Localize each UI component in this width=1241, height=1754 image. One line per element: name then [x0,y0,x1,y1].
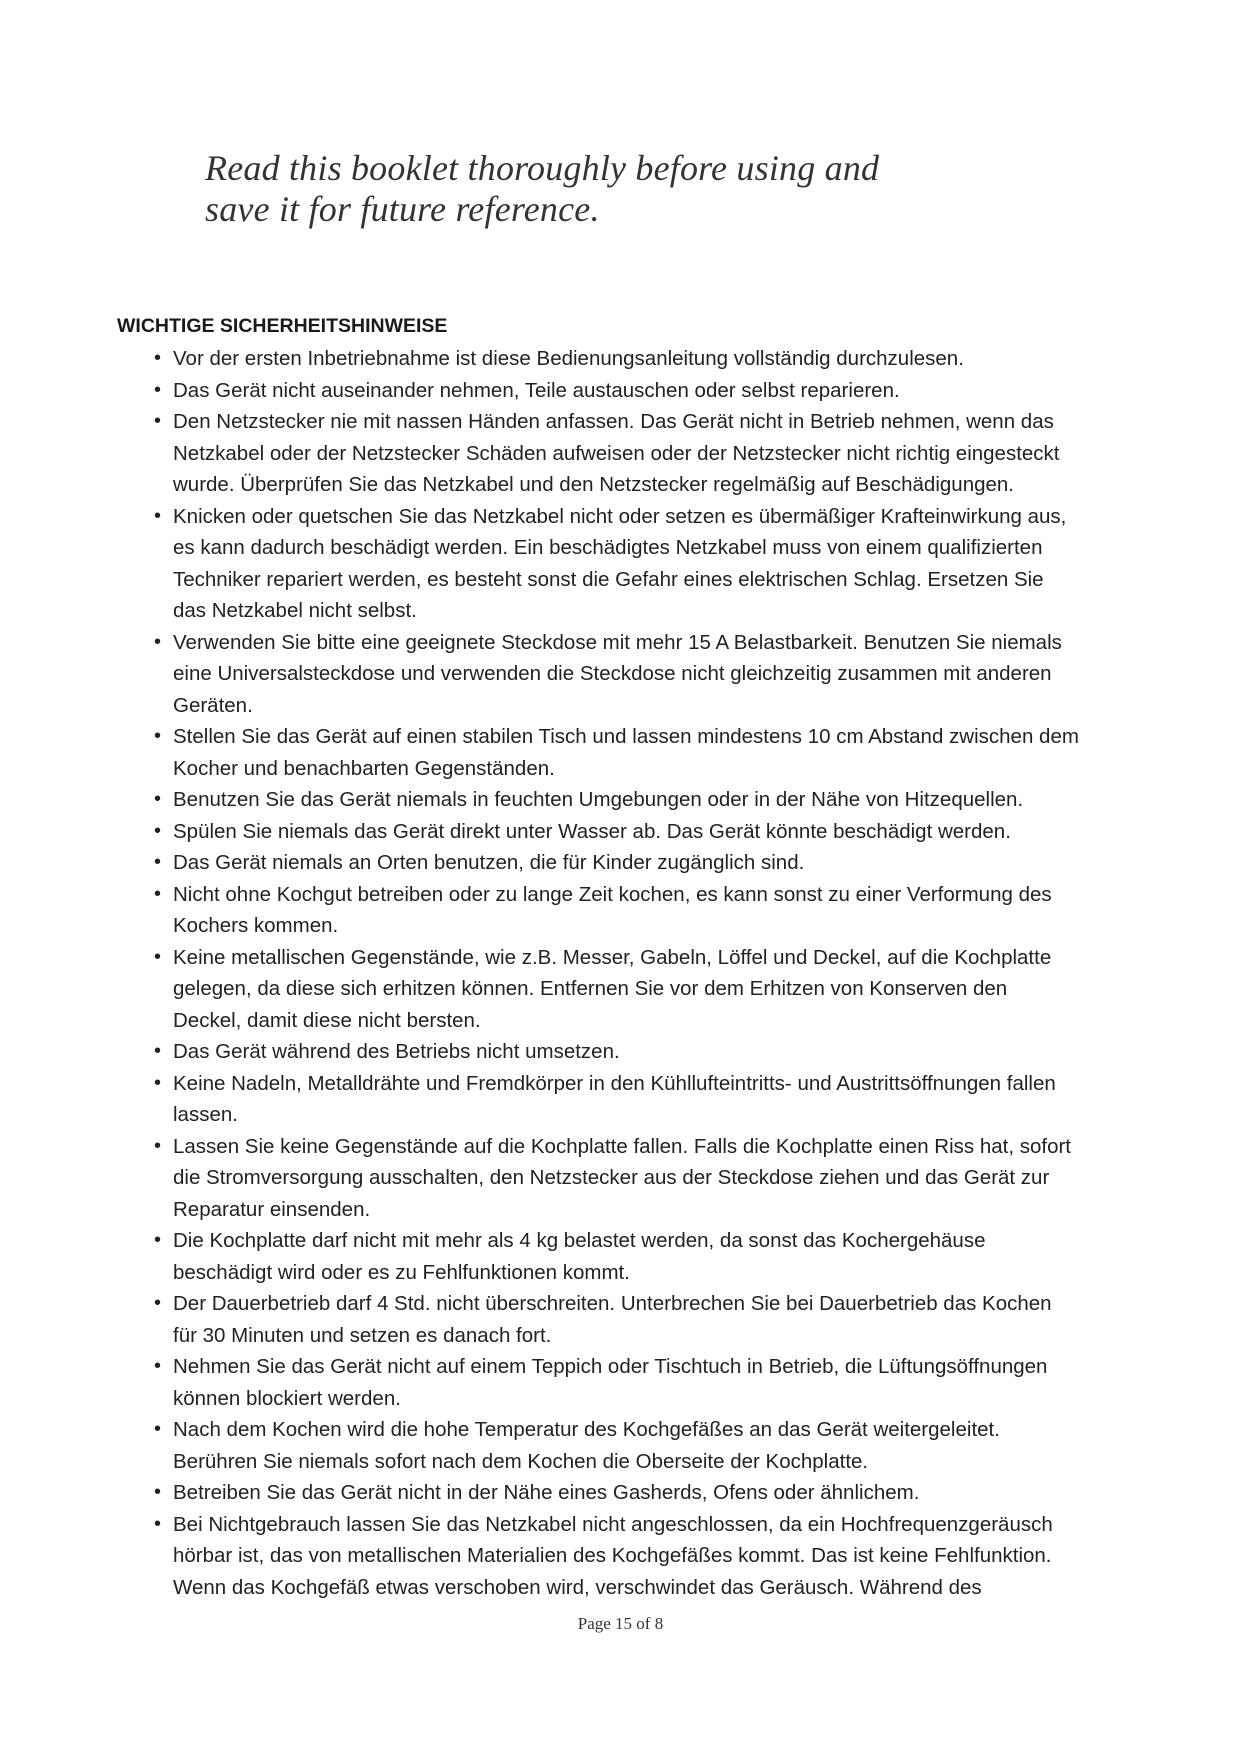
list-item [0,847,1138,879]
list-item-line: lassen. [173,1103,238,1126]
list-item-line: Keine metallischen Gegenstände, wie z.B. Messer, Gabeln, Löffel und Deckel, auf die Kochplatte [173,945,1052,969]
list-item [0,501,1138,627]
list-item-line: gelegen, da diese sich erhitzen können. Entfernen Sie vor dem Erhitzen von Konserven den [173,977,1008,1000]
list-item [0,1509,1138,1604]
list-item-line: für 30 Minuten und setzen es danach fort. [173,1323,552,1347]
list-item-line: Stellen Sie das Gerät auf einen stabilen Tisch und lassen mindestens 10 cm Abstand zwischen dem [173,725,1079,748]
list-item-line: Deckel, damit diese nicht bersten. [173,1008,481,1032]
list-item-line: Bei Nichtgebrauch lassen Sie das Netzkabel nicht angeschlossen, da ein Hochfrequenzgeräusch [173,1512,1053,1536]
bullet-icon: • [154,378,162,401]
bullet-icon: • [154,1134,162,1157]
list-item-line: Benutzen Sie das Gerät niemals in feuchten Umgebungen oder in der Nähe von Hitzequellen. [173,788,1024,811]
list-item [0,1131,1138,1226]
list-item-line: Verwenden Sie bitte eine geeignete Steckdose mit mehr 15 A Belastbarkeit. Benutzen Sie niemals [173,630,1062,654]
list-item-line: Betreiben Sie das Gerät nicht in der Nähe eines Gasherds, Ofens oder ähnlichem. [173,1481,920,1504]
bullet-icon: • [154,1040,162,1062]
safety-instructions-list [0,343,1241,1603]
list-item-line: Geräten. [173,693,253,717]
bullet-icon: • [154,1229,162,1251]
bullet-icon: • [154,1481,162,1503]
list-item-line: Wenn das Kochgefäß etwas verschoben wird, verschwindet das Geräusch. Während des [173,1575,982,1599]
list-item-line: Die Kochplatte darf nicht mit mehr als 4 kg belastet werden, da sonst das Kochergehäuse [173,1229,986,1252]
intro-note [205,148,1005,230]
list-item-line: eine Universalsteckdose und verwenden die Steckdose nicht gleichzeitig zusammen mit anderen [173,662,1052,685]
list-item-line: Den Netzstecker nie mit nassen Händen anfassen. Das Gerät nicht in Betrieb nehmen, wenn das [173,410,1054,433]
bullet-icon: • [154,504,162,527]
list-item [0,816,1138,848]
list-item-line: es kann dadurch beschädigt werden. Ein beschädigtes Netzkabel muss von einem qualifizierten [173,536,1043,559]
list-item [0,879,1138,942]
list-item-line: Vor der ersten Inbetriebnahme ist diese Bedienungsanleitung vollständig durchzulesen. [173,347,964,370]
list-item-line: Das Gerät nicht auseinander nehmen, Teile austauschen oder selbst reparieren. [173,378,900,402]
list-item-line: hörbar ist, das von metallischen Materialien des Kochgefäßes kommt. Das ist keine Fehlfunktion. [173,1544,1052,1567]
list-item-line: Netzkabel oder der Netzstecker Schäden aufweisen oder der Netzstecker nicht richtig eingesteckt [173,441,1060,465]
list-item [0,1477,1138,1509]
page-number: Page 15 of 8 [577,1614,664,1633]
bullet-icon: • [154,1418,162,1440]
bullet-icon: • [154,945,162,968]
list-item-line: die Stromversorgung ausschalten, den Netzstecker aus der Steckdose ziehen und das Gerät zur [173,1166,1050,1189]
list-item [0,375,1138,407]
bullet-icon: • [154,1071,162,1094]
bullet-icon: • [154,1512,162,1535]
list-item [0,721,1138,784]
list-item-line: Der Dauerbetrieb darf 4 Std. nicht überschreiten. Unterbrechen Sie bei Dauerbetrieb das Kochen [173,1292,1052,1315]
bullet-icon: • [154,819,162,842]
list-item [0,1351,1138,1414]
list-item-line: Das Gerät niemals an Orten benutzen, die für Kinder zugänglich sind. [173,851,805,874]
list-item [0,343,1138,375]
list-item-line: beschädigt wird oder es zu Fehlfunktionen kommt. [173,1260,630,1284]
list-item-line: Lassen Sie keine Gegenstände auf die Kochplatte fallen. Falls die Kochplatte einen Riss hat, sofort [173,1134,1072,1158]
bullet-icon: • [154,630,162,653]
list-item-line: Knicken oder quetschen Sie das Netzkabel nicht oder setzen es übermäßiger Krafteinwirkung aus, [173,504,1067,528]
list-item [0,406,1138,501]
section-heading: WICHTIGE SICHERHEITSHINWEISE [117,315,448,337]
bullet-icon: • [154,725,162,747]
list-item [0,1225,1138,1288]
list-item-line: Keine Nadeln, Metalldrähte und Fremdkörper in den Kühllufteintritts- und Austrittsöffnungen fallen [173,1071,1056,1095]
list-item-line: Kochers kommen. [173,914,339,937]
list-item-line: das Netzkabel nicht selbst. [173,599,417,622]
list-item-line: Nicht ohne Kochgut betreiben oder zu lange Zeit kochen, es kann sonst zu einer Verformung des [173,882,1052,906]
list-item [0,1068,1138,1131]
list-item [0,1288,1138,1351]
bullet-icon: • [154,882,162,905]
list-item-line: Berühren Sie niemals sofort nach dem Kochen die Oberseite der Kochplatte. [173,1449,869,1473]
bullet-icon: • [154,788,162,810]
list-item [0,942,1138,1037]
list-item-line: Nach dem Kochen wird die hohe Temperatur des Kochgefäßes an das Gerät weitergeleitet. [173,1418,1000,1441]
list-item-line: Kocher und benachbarten Gegenständen. [173,756,555,780]
bullet-icon: • [154,851,162,873]
list-item [0,1036,1138,1068]
list-item-line: können blockiert werden. [173,1386,401,1410]
list-item-line: Techniker repariert werden, es besteht sonst die Gefahr eines elektrischen Schlag. Ersetzen Sie [173,567,1044,591]
list-item-line: Nehmen Sie das Gerät nicht auf einem Teppich oder Tischtuch in Betrieb, die Lüftungsöffnungen [173,1355,1048,1378]
bullet-icon: • [154,1355,162,1377]
list-item-line: Spülen Sie niemals das Gerät direkt unter Wasser ab. Das Gerät könnte beschädigt werden. [173,819,1011,843]
list-item-line: Das Gerät während des Betriebs nicht umsetzen. [173,1040,620,1063]
bullet-icon: • [154,347,162,369]
list-item-line: Reparatur einsenden. [173,1197,371,1221]
list-item [0,784,1138,816]
bullet-icon: • [154,410,162,432]
list-item [0,627,1138,722]
bullet-icon: • [154,1292,162,1314]
intro-line-1: Read this booklet thoroughly before using and [205,148,880,188]
list-item-line: wurde. Überprüfen Sie das Netzkabel und den Netzstecker regelmäßig auf Beschädigungen. [173,473,1014,496]
intro-line-2: save it for future reference. [205,189,600,229]
list-item [0,1414,1138,1477]
